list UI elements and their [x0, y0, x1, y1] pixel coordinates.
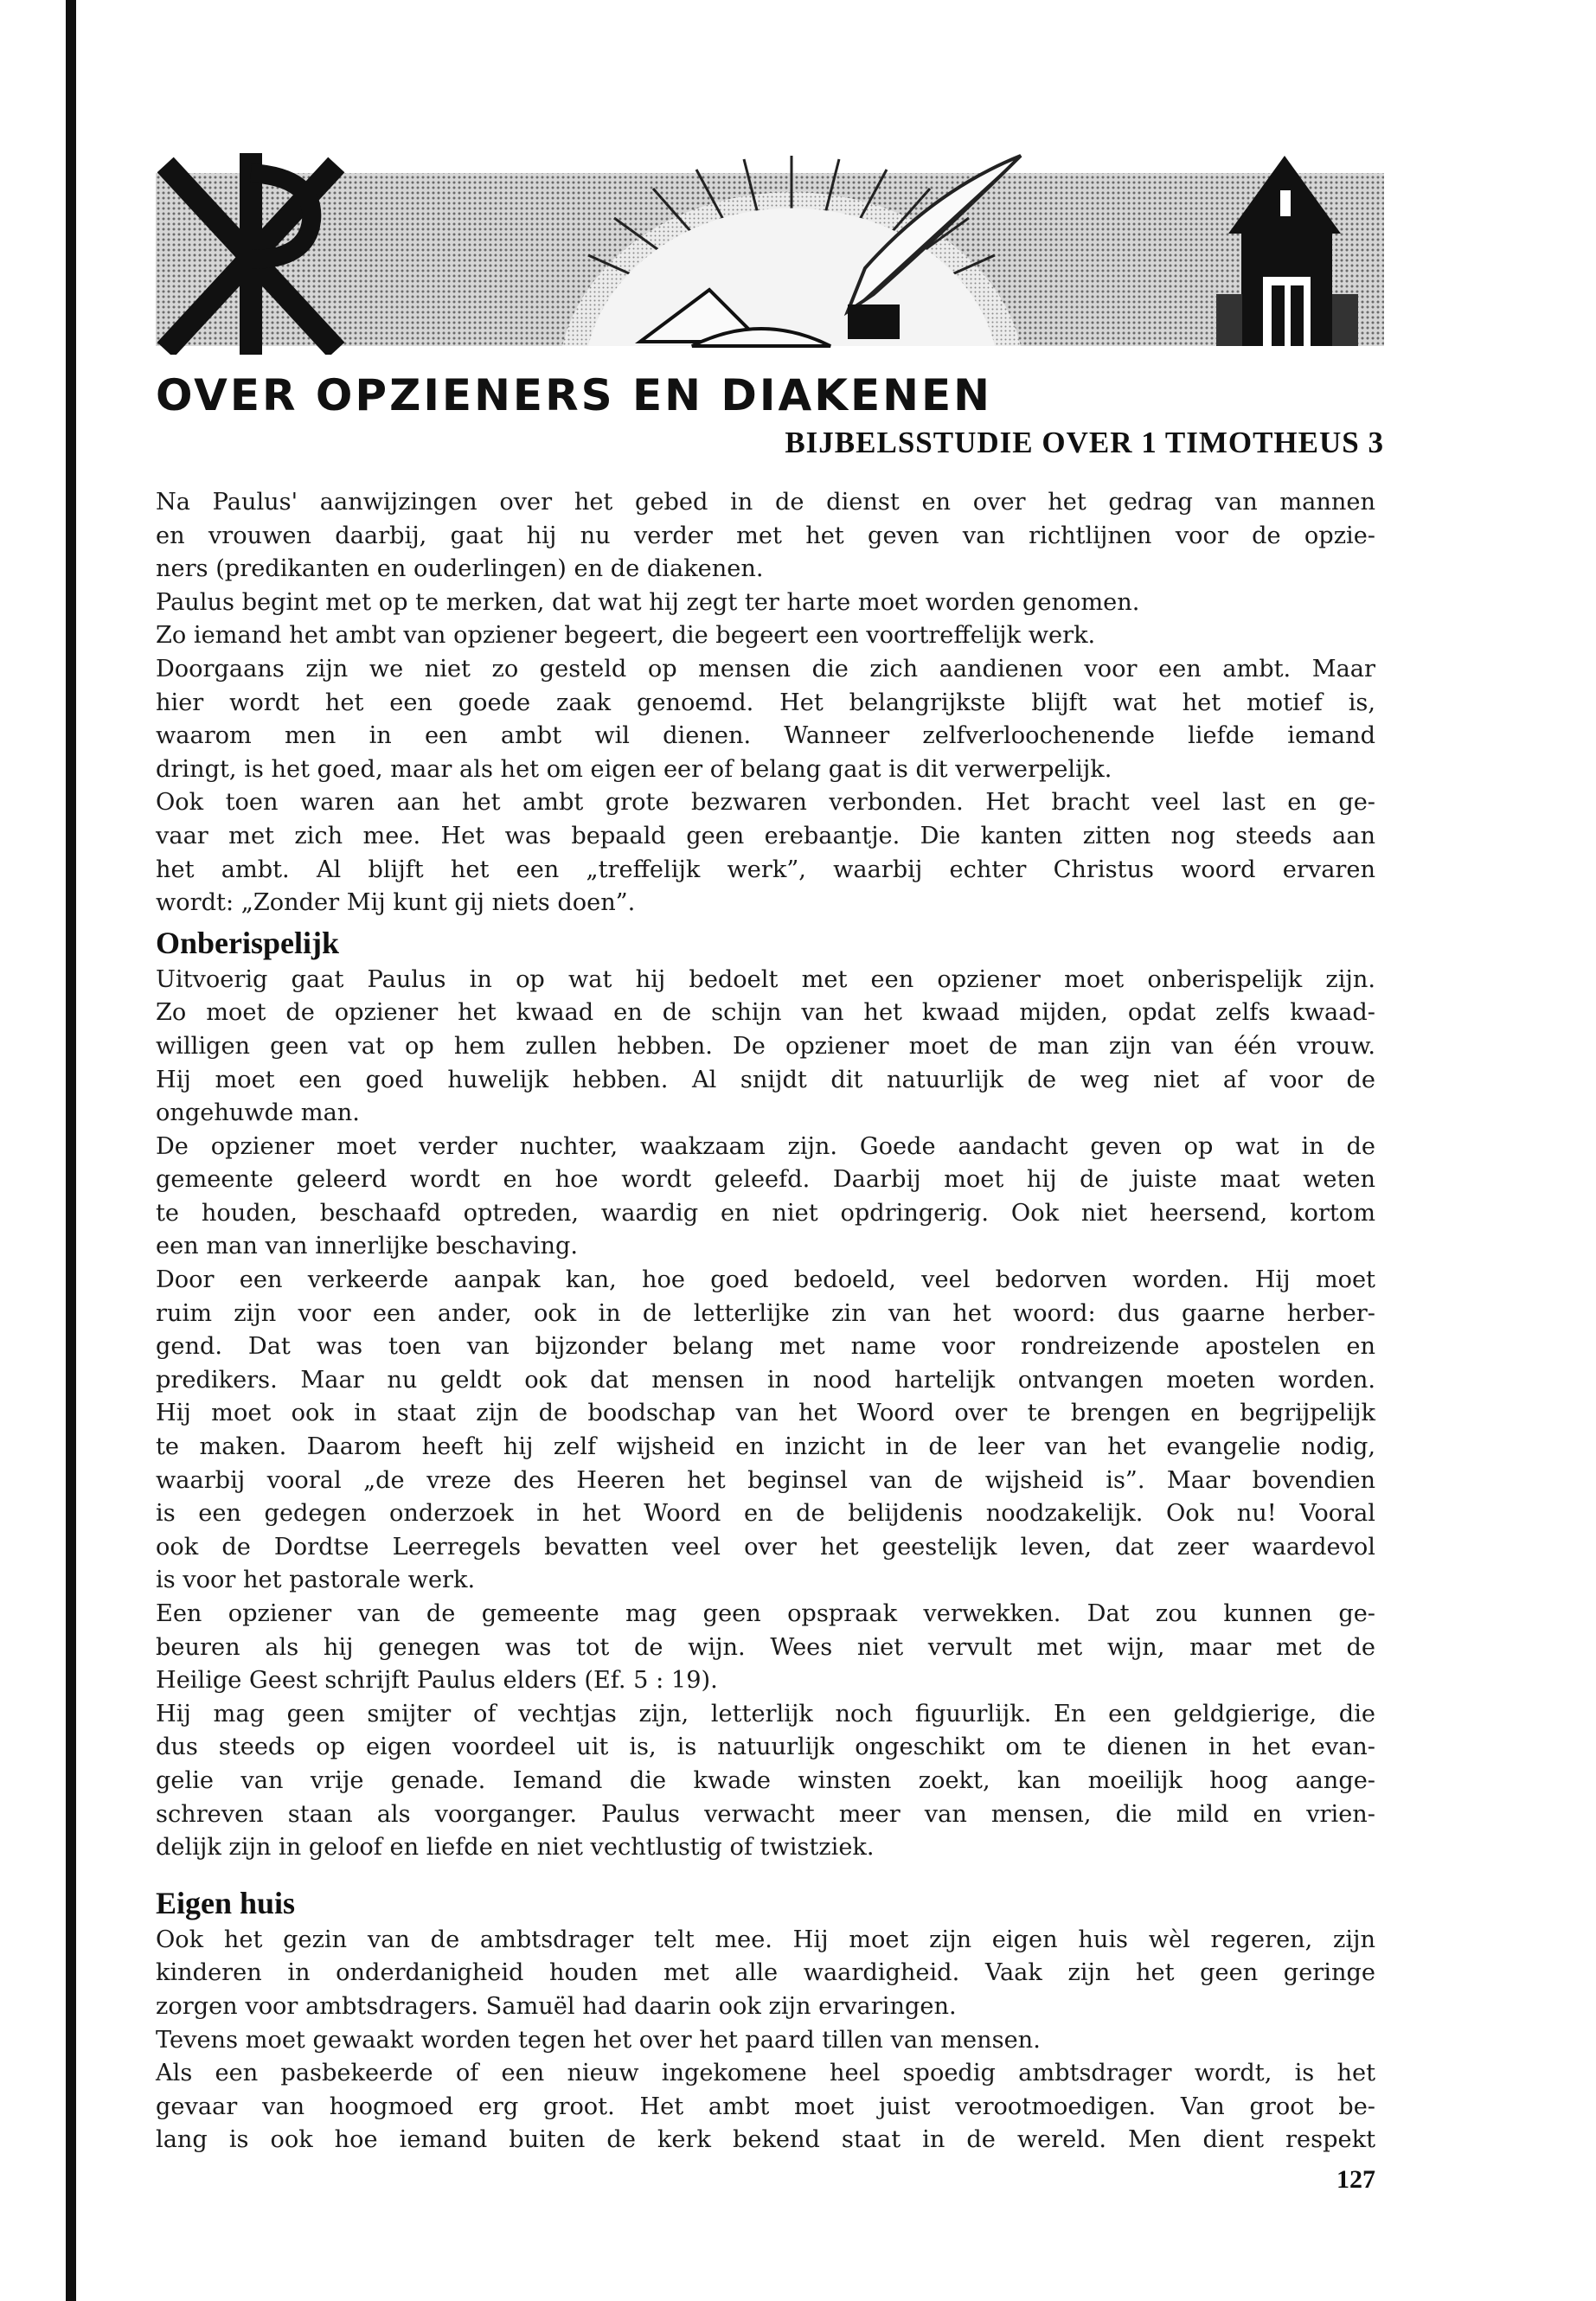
text-line: hier wordt het een goede zaak genoemd. Het belangrijkste blijft wat het motief is,: [156, 689, 1375, 716]
text-line: Tevens moet gewaakt worden tegen het over het paard tillen van mensen.: [156, 2026, 1041, 2054]
text-line: kinderen in onderdanigheid houden met alle waardigheid. Vaak zijn het geen geringe: [156, 1959, 1375, 1987]
text-line: Doorgaans zijn we niet zo gesteld op mensen die zich aandienen voor een ambt. Maar: [156, 655, 1375, 683]
text-line: Zo moet de opziener het kwaad en de schijn van het kwaad mijden, opdat zelfs kwaad-: [156, 999, 1375, 1027]
text-line: wordt: „Zonder Mij kunt gij niets doen”.: [156, 889, 636, 917]
text-line: schreven staan als voorganger. Paulus verwacht meer van mensen, die mild en vrien-: [156, 1800, 1375, 1828]
text-line: Hij mag geen smijter of vechtjas zijn, letterlijk noch figuurlijk. En een geldgierige, die: [156, 1700, 1375, 1727]
text-line: ruim zijn voor een ander, ook in de letterlijke zin van het woord: dus gaarne herber-: [156, 1299, 1375, 1327]
text-line: vaar met zich mee. Het was bepaald geen erebaantje. Die kanten zitten nog steeds aan: [156, 822, 1375, 849]
text-line: gemeente geleerd wordt en hoe wordt geleefd. Daarbij moet hij de juiste maat weten: [156, 1166, 1375, 1194]
header-illustration: [156, 138, 1384, 355]
article-body: [156, 486, 1375, 2157]
text-line: lang is ook hoe iemand buiten de kerk bekend staat in de wereld. Men dient respekt: [156, 2126, 1375, 2154]
text-line: Na Paulus' aanwijzingen over het gebed in de dienst en over het gedrag van mannen: [156, 489, 1375, 516]
text-line: Hij moet een goed huwelijk hebben. Al snijdt dit natuurlijk de weg niet af voor de: [156, 1066, 1375, 1093]
text-line: te maken. Daarom heeft hij zelf wijsheid en inzicht in de leer van het evangelie nodig,: [156, 1433, 1375, 1461]
text-line: Als een pasbekeerde of een nieuw ingekomene heel spoedig ambtsdrager wordt, is het: [156, 2060, 1375, 2087]
text-line: gelie van vrije genade. Iemand die kwade winsten zoekt, kan moeilijk hoog aange-: [156, 1766, 1375, 1794]
text-line: Door een verkeerde aanpak kan, hoe goed bedoeld, veel bedorven worden. Hij moet: [156, 1266, 1375, 1294]
text-line: Zo iemand het ambt van opziener begeert, die begeert een voortreffelijk werk.: [156, 622, 1096, 650]
text-line: De opziener moet verder nuchter, waakzaam zijn. Goede aandacht geven op wat in de: [156, 1132, 1375, 1160]
binding-edge: [66, 0, 76, 2301]
text-line: waarom men in een ambt wil dienen. Wanneer zelfverloochenende liefde iemand: [156, 722, 1375, 750]
text-line: waarbij vooral „de vreze des Heeren het beginsel van de wijsheid is”. Maar bovendien: [156, 1466, 1375, 1494]
text-line: Uitvoerig gaat Paulus in op wat hij bedoelt met een opziener moet onberispelijk zijn.: [156, 965, 1375, 993]
text-line: Ook toen waren aan het ambt grote bezwaren verbonden. Het bracht veel last en ge-: [156, 789, 1375, 817]
text-line: Heilige Geest schrijft Paulus elders (Ef. 5 : 19).: [156, 1667, 718, 1695]
text-line: het ambt. Al blijft het een „treffelijk werk”, waarbij echter Christus woord ervaren: [156, 856, 1375, 883]
text-line: Een opziener van de gemeente mag geen opspraak verwekken. Dat zou kunnen ge-: [156, 1600, 1375, 1627]
illustration-icon: [156, 138, 1384, 355]
text-line: te houden, beschaafd optreden, waardig en niet opdringerig. Ook niet heersend, kortom: [156, 1199, 1375, 1227]
text-line: dus steeds op eigen voordeel uit is, is natuurlijk ongeschikt om te dienen in het evan-: [156, 1734, 1375, 1761]
article-title: OVER OPZIENERS EN DIAKENEN: [156, 370, 992, 420]
text-line: is voor het pastorale werk.: [156, 1567, 476, 1594]
section-heading: Eigen huis: [156, 1885, 296, 1920]
text-line: delijk zijn in geloof en liefde en niet vechtlustig of twistziek.: [156, 1834, 875, 1862]
text-line: is een gedegen onderzoek in het Woord en de belijdenis noodzakelijk. Ook nu! Vooral: [156, 1500, 1375, 1528]
section-heading: Onberispelijk: [156, 925, 340, 960]
text-line: gend. Dat was toen van bijzonder belang met name voor rondreizende apostelen en: [156, 1333, 1375, 1361]
page-number: 127: [1336, 2165, 1375, 2194]
text-line: Ook het gezin van de ambtsdrager telt mee. Hij moet zijn eigen huis wèl regeren, zijn: [156, 1926, 1375, 1953]
text-line: gevaar van hoogmoed erg groot. Het ambt moet juist verootmoedigen. Van groot be-: [156, 2093, 1375, 2120]
text-line: dringt, is het goed, maar als het om eigen eer of belang gaat is dit verwerpelijk.: [156, 755, 1112, 783]
article-subtitle: BIJBELSSTUDIE OVER 1 TIMOTHEUS 3: [785, 426, 1384, 459]
text-line: ongehuwde man.: [156, 1099, 360, 1127]
text-line: willigen geen vat op hem zullen hebben. De opziener moet de man zijn van één vrouw.: [156, 1032, 1375, 1060]
text-line: beuren als hij genegen was tot de wijn. Wees niet vervult met wijn, maar met de: [156, 1633, 1375, 1661]
text-line: Hij moet ook in staat zijn de boodschap van het Woord over te brengen en begrijpelijk: [156, 1400, 1375, 1427]
text-line: zorgen voor ambtsdragers. Samuël had daarin ook zijn ervaringen.: [156, 1992, 957, 2020]
text-line: predikers. Maar nu geldt ook dat mensen in nood hartelijk ontvangen moeten worden.: [156, 1366, 1375, 1394]
text-line: ners (predikanten en ouderlingen) en de diakenen.: [156, 555, 764, 583]
text-line: ook de Dordtse Leerregels bevatten veel over het geestelijk leven, dat zeer waardevol: [156, 1533, 1375, 1561]
text-line: Paulus begint met op te merken, dat wat hij zegt ter harte moet worden genomen.: [156, 588, 1140, 616]
text-line: een man van innerlijke beschaving.: [156, 1233, 579, 1260]
text-line: en vrouwen daarbij, gaat hij nu verder met het geven van richtlijnen voor de opzie-: [156, 522, 1375, 549]
